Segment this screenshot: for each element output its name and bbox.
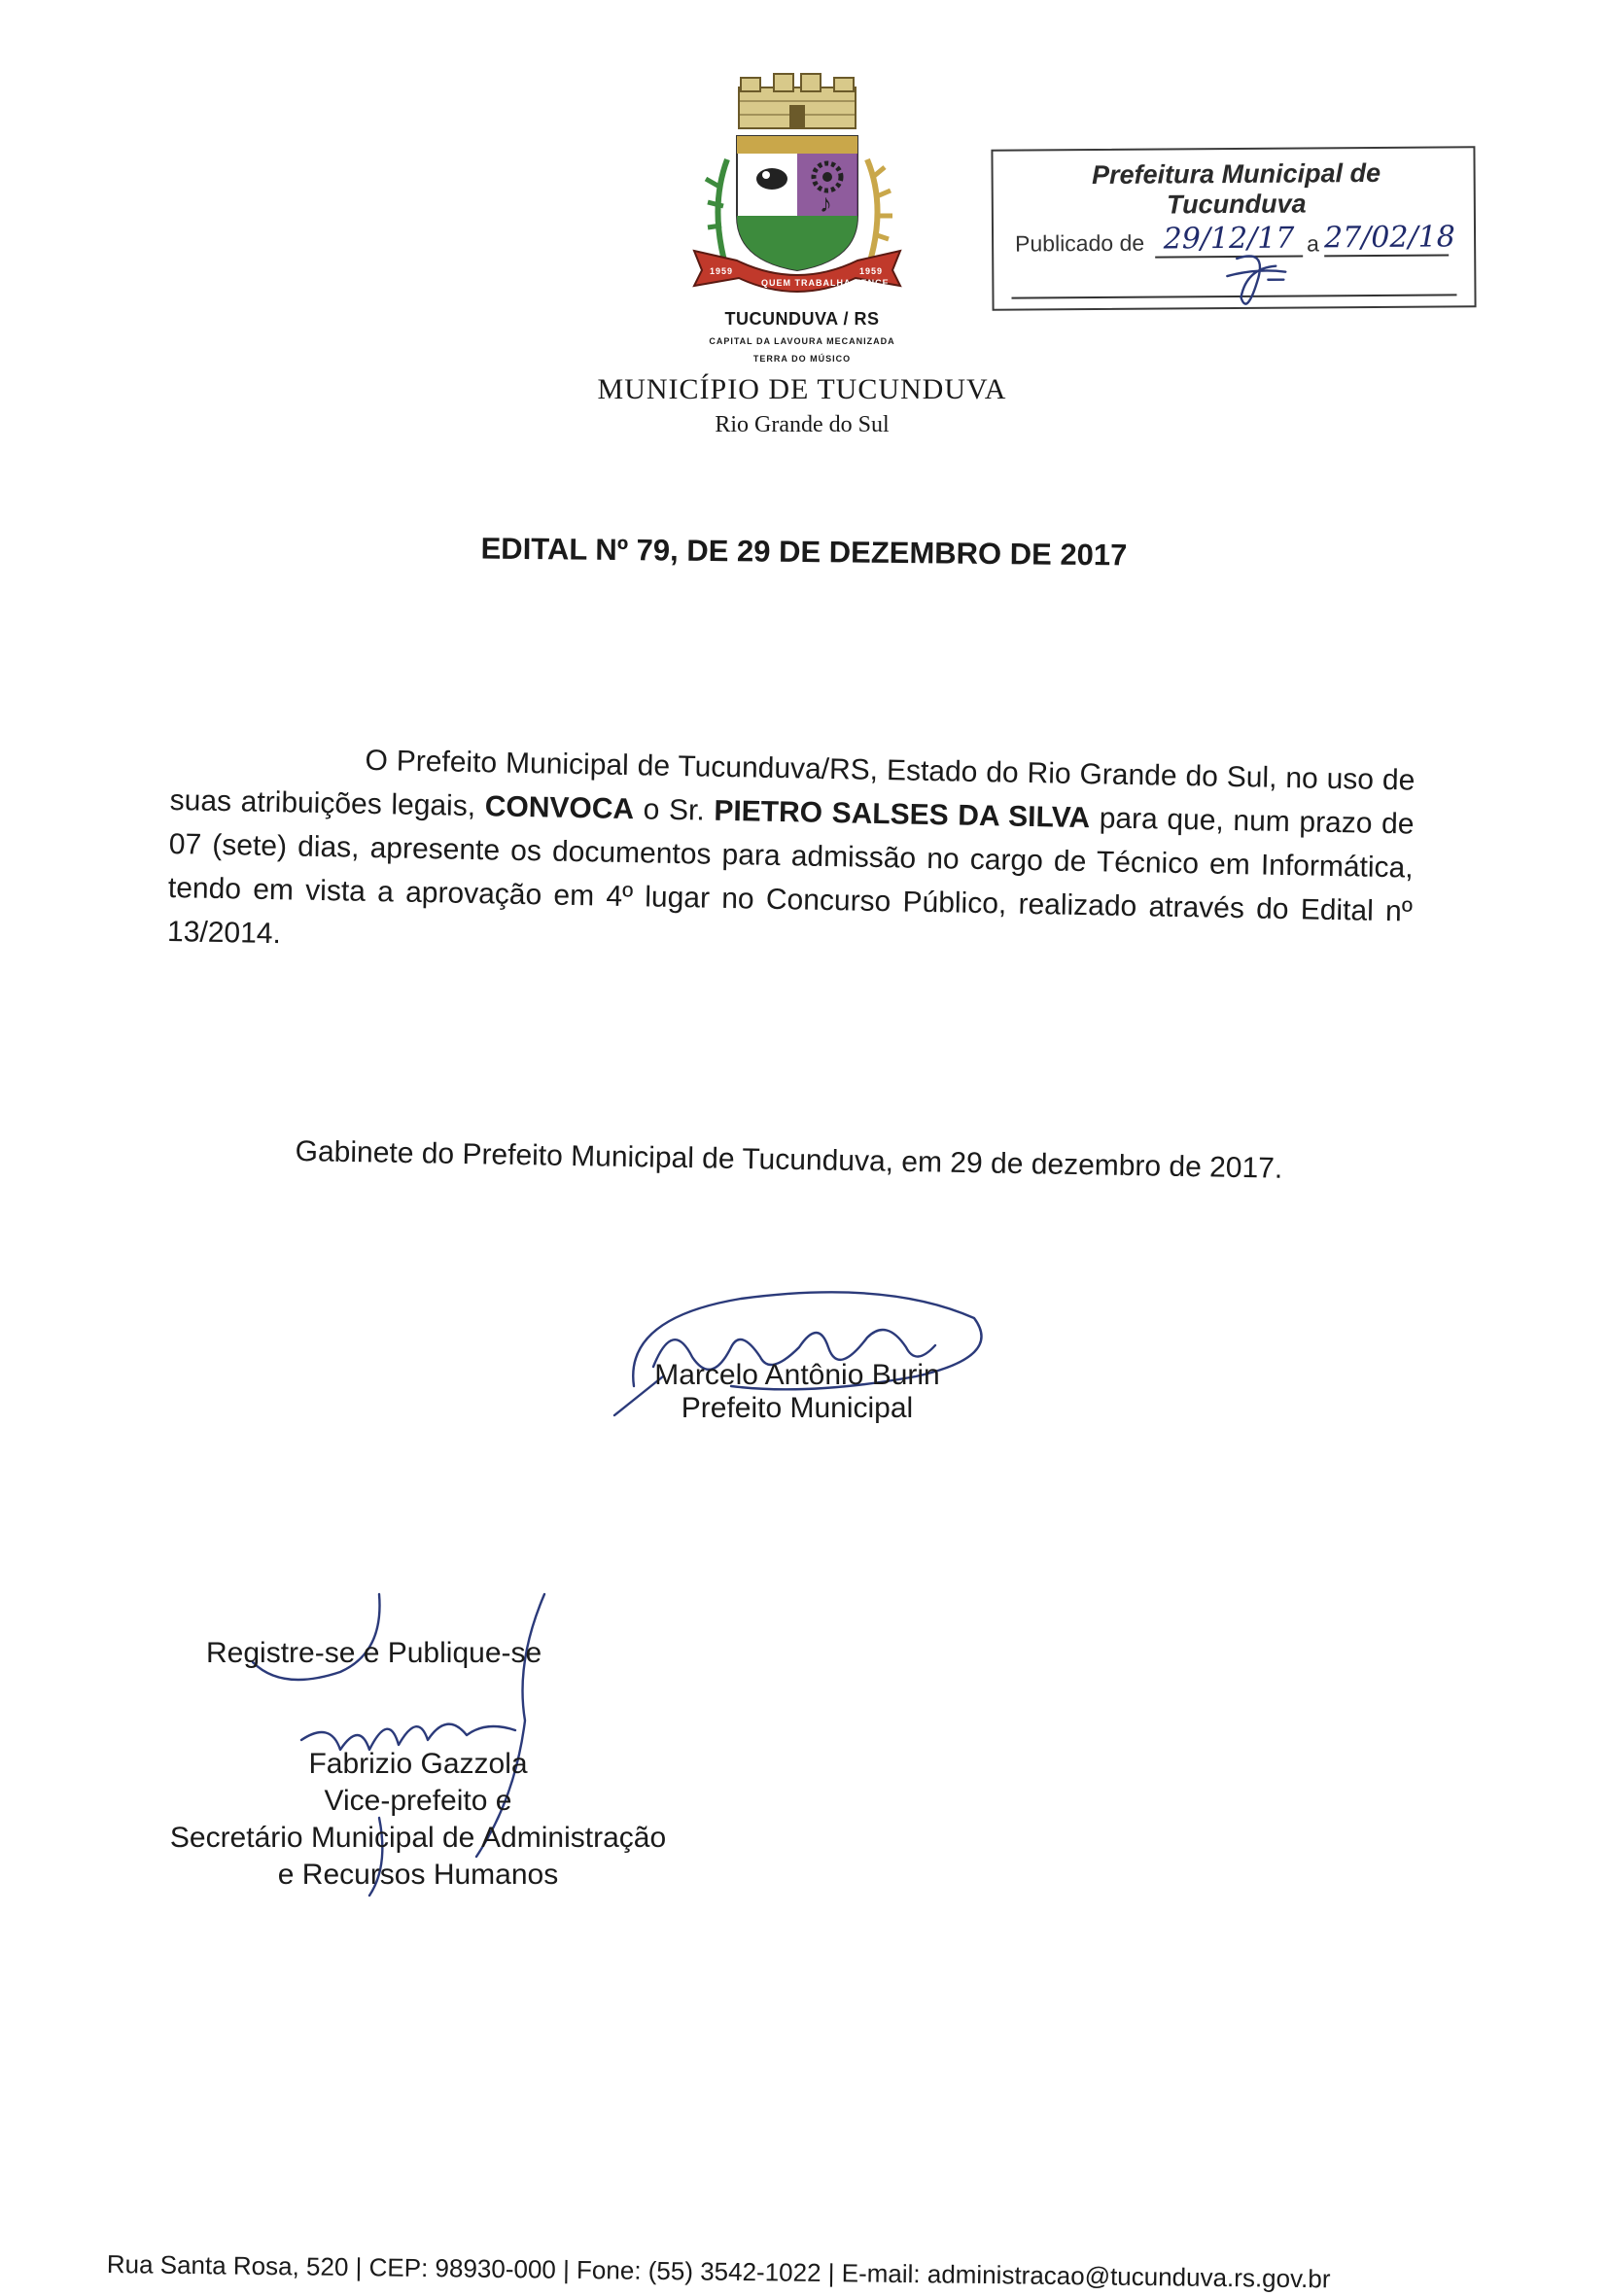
town-motto-1: CAPITAL DA LAVOURA MECANIZADA — [709, 336, 895, 346]
mayor-role: Prefeito Municipal — [681, 1392, 914, 1424]
body-paragraph — [167, 735, 1416, 978]
shield — [737, 136, 857, 270]
stamp-to-date: 27/02/18 — [1323, 220, 1455, 256]
ribbon-year-left: 1959 — [710, 266, 734, 276]
vice-role-2: Secretário Municipal de Administração — [169, 1822, 667, 1854]
mayor-name: Marcelo Antônio Burin — [654, 1359, 940, 1391]
document-title: EDITAL Nº 79, DE 29 DE DEZEMBRO DE 2017 — [480, 531, 1128, 573]
stamp-label: Publicado de — [1015, 229, 1145, 257]
ribbon-motto: QUEM TRABALHA VENCE — [761, 278, 890, 288]
mayor-signature-block — [622, 1359, 972, 1425]
town-name: TUCUNDUVA / RS — [724, 309, 880, 329]
vice-name: Fabrizio Gazzola — [308, 1748, 528, 1780]
convoked-person-name: PIETRO SALSES DA SILVA — [714, 794, 1091, 835]
vice-role-1: Vice-prefeito e — [324, 1785, 512, 1817]
publication-stamp — [991, 146, 1476, 310]
ribbon-year-right: 1959 — [859, 266, 884, 276]
vice-signature-block — [146, 1746, 690, 1894]
closing-line: Gabinete do Prefeito Municipal de Tucunduva, em 29 de dezembro de 2017. — [295, 1135, 1283, 1185]
municipal-coat-of-arms — [681, 70, 914, 323]
body-part-1: O Prefeito Municipal de Tucunduva/RS, Estado do Rio Grande do Sul, no uso de suas atribuições legais, — [169, 744, 1416, 823]
body-verb: CONVOCA — [484, 790, 635, 826]
body-part-2: o Sr. — [643, 793, 706, 827]
svg-text:♪: ♪ — [820, 189, 832, 218]
state-name: Rio Grande do Sul — [715, 412, 890, 437]
vice-role-3: e Recursos Humanos — [277, 1859, 559, 1891]
stamp-initials-signature — [1207, 219, 1306, 327]
body-part-3: para que, num prazo de 07 (sete) dias, apresente os documentos para admissão no cargo de Técnico em Informática, tendo em vista a aprovação em 4º lugar no Concurso Público, realizado através do Edital nº 13/2014. — [166, 802, 1415, 951]
stamp-from-date: 29/12/17 — [1155, 222, 1303, 259]
mural-crown — [739, 74, 856, 128]
stamp-connector: a — [1307, 230, 1319, 257]
stamp-title: Prefeitura Municipal de Tucunduva — [1091, 157, 1381, 220]
municipality-heading: MUNICÍPIO DE TUCUNDUVA — [597, 373, 1007, 405]
town-motto-2: TERRA DO MÚSICO — [752, 354, 852, 364]
register-and-publish: Registre-se e Publique-se — [206, 1637, 542, 1669]
footer-contact: Rua Santa Rosa, 520 | CEP: 98930-000 | Fone: (55) 3542-1022 | E-mail: administracao@tucunduva.rs.gov.br — [106, 2249, 1331, 2294]
